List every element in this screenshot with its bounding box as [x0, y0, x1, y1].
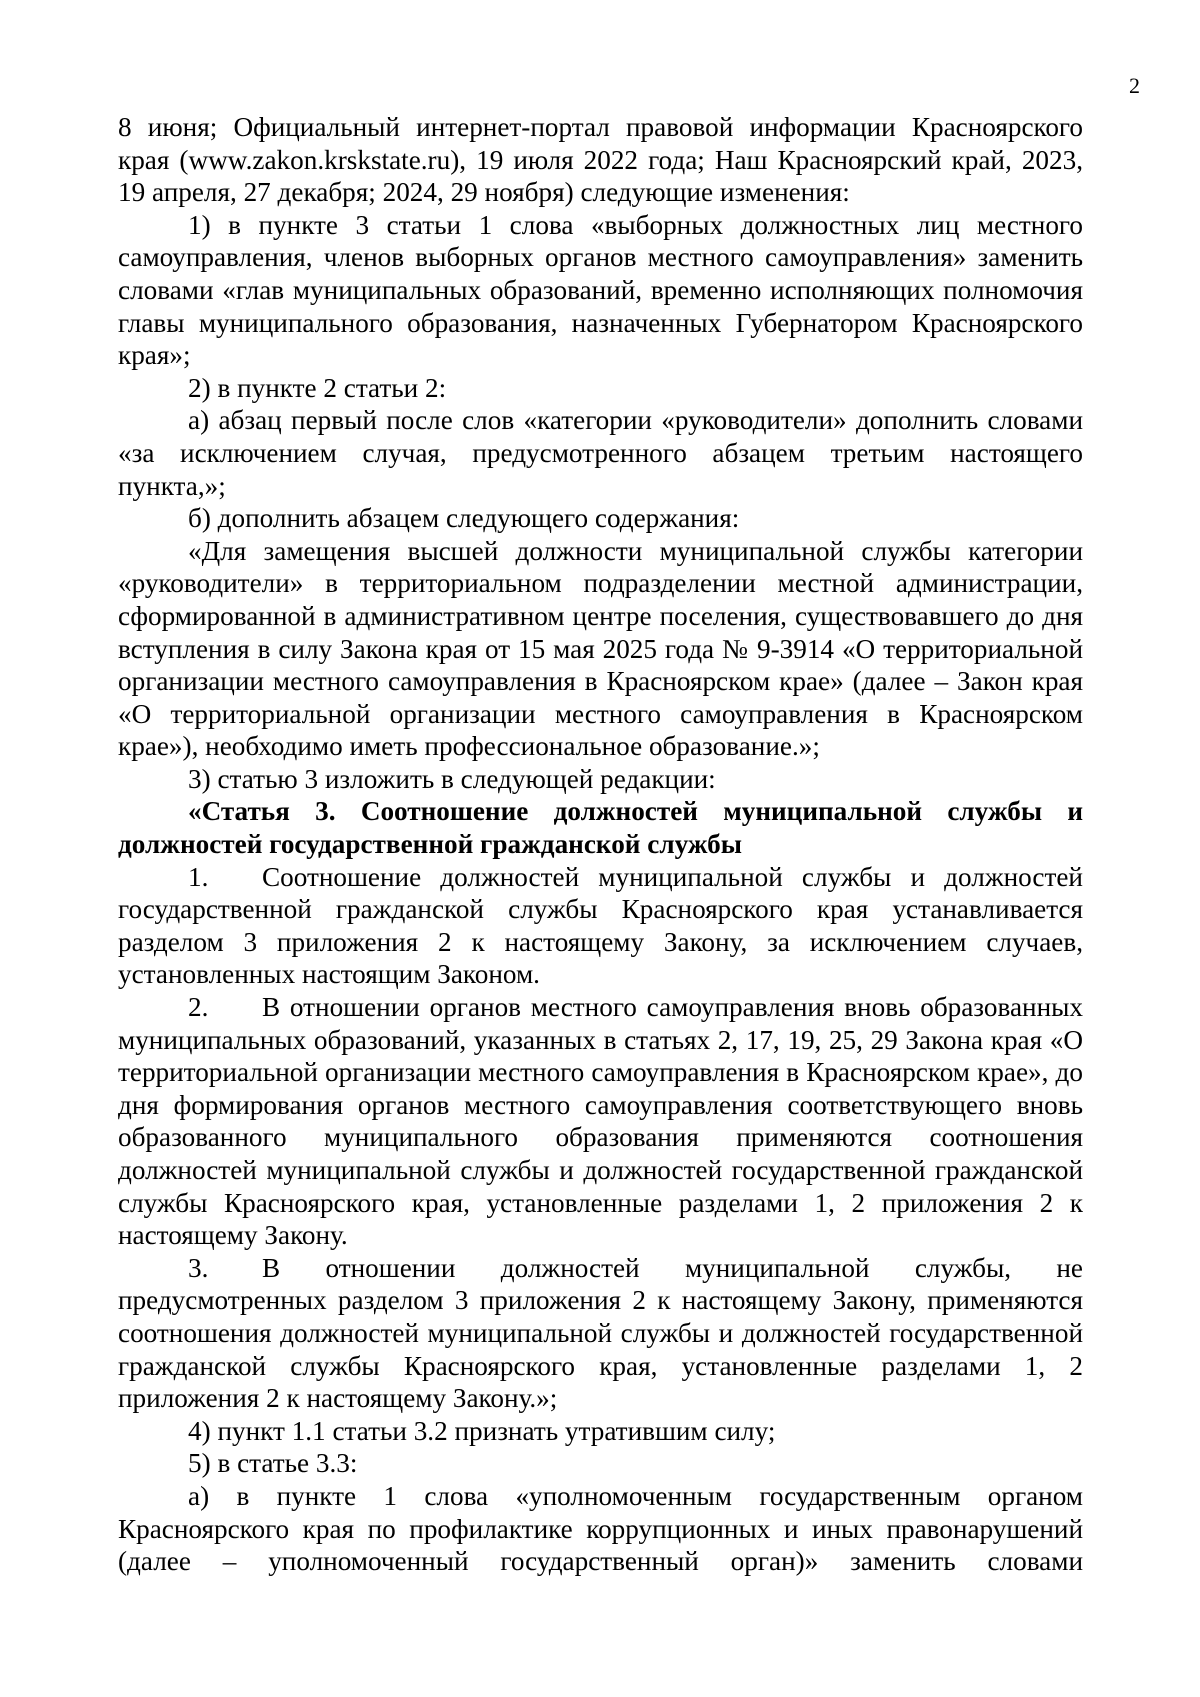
paragraph: «Для замещения высшей должности муниципальной службы категории «руководители» в территориальном подразделении местной администрации, сформированной в административном центре поселения, существовавшего до дня вступления в силу Закона края от 15 мая 2025 года № 9-3914 «О территориальной организации местного самоуправления в Красноярском крае» (далее – Закон края «О территориальной организации местного самоуправления в Красноярском крае»), необходимо иметь профессиональное образование.»; — [118, 535, 1083, 762]
paragraph: 2) в пункте 2 статьи 2: — [188, 372, 447, 403]
paragraph: 3) статью 3 изложить в следующей редакции: — [188, 763, 716, 794]
numbered-paragraph — [118, 1252, 1083, 1415]
paragraph: 8 июня; Официальный интернет-портал правовой информации Красноярского края (www.zakon.krskstate.ru), 19 июля 2022 года; Наш Красноярский край, 2023, 19 апреля, 27 декабря; 2024, 29 ноября) следующие изменения: — [118, 112, 1083, 208]
item-number: 2. — [188, 992, 209, 1023]
article-heading: «Статья 3. Соотношение должностей муниципальной службы и должностей государственной гражданской службы — [118, 796, 1083, 860]
paragraph: а) в пункте 1 слова «уполномоченным государственным органом Красноярского края по профилактике коррупционных и иных правонарушений (далее – уполномоченный государственный орган)» заменить словами — [118, 1480, 1083, 1577]
paragraph: 5) в статье 3.3: — [188, 1448, 358, 1479]
item-text: Соотношение должностей муниципальной службы и должностей государственной гражданской службы Красноярского края устанавливается разделом 3 приложения 2 к настоящему Закону, за исключением случаев, установленных настоящим Законом. — [118, 861, 1083, 990]
numbered-paragraph — [118, 991, 1083, 1252]
item-text: В отношении органов местного самоуправления вновь образованных муниципальных образований, указанных в статьях 2, 17, 19, 25, 29 Закона края «О территориальной организации местного самоуправления в Красноярском крае», до дня формирования органов местного самоуправления соответствующего вновь образованного муниципального образования применяются соотношения должностей муниципальной службы и должностей государственной гражданской службы Красноярского края, установленные разделами 1, 2 приложения 2 к настоящему Закону. — [118, 992, 1083, 1251]
document-body — [118, 111, 1083, 1578]
item-text: В отношении должностей муниципальной службы, не предусмотренных разделом 3 приложения 2 к настоящему Закону, применяются соотношения должностей муниципальной службы и должностей государственной гражданской службы Красноярского края, установленные разделами 1, 2 приложения 2 к настоящему Закону.»; — [118, 1252, 1083, 1414]
page-number: 2 — [1129, 73, 1140, 98]
paragraph: 1) в пункте 3 статьи 1 слова «выборных должностных лиц местного самоуправления, членов выборных органов местного самоуправления» заменить словами «глав муниципальных образований, временно исполняющих полномочия главы муниципального образования, назначенных Губернатором Красноярского края»; — [118, 209, 1083, 371]
numbered-paragraph — [118, 861, 1083, 991]
paragraph: а) абзац первый после слов «категории «руководители» дополнить словами «за исключением случая, предусмотренного абзацем третьим настоящего пункта,»; — [118, 405, 1083, 501]
item-number: 3. — [188, 1252, 209, 1283]
item-number: 1. — [188, 861, 209, 892]
paragraph: 4) пункт 1.1 статьи 3.2 признать утратившим силу; — [188, 1415, 776, 1446]
paragraph: б) дополнить абзацем следующего содержания: — [188, 503, 740, 534]
